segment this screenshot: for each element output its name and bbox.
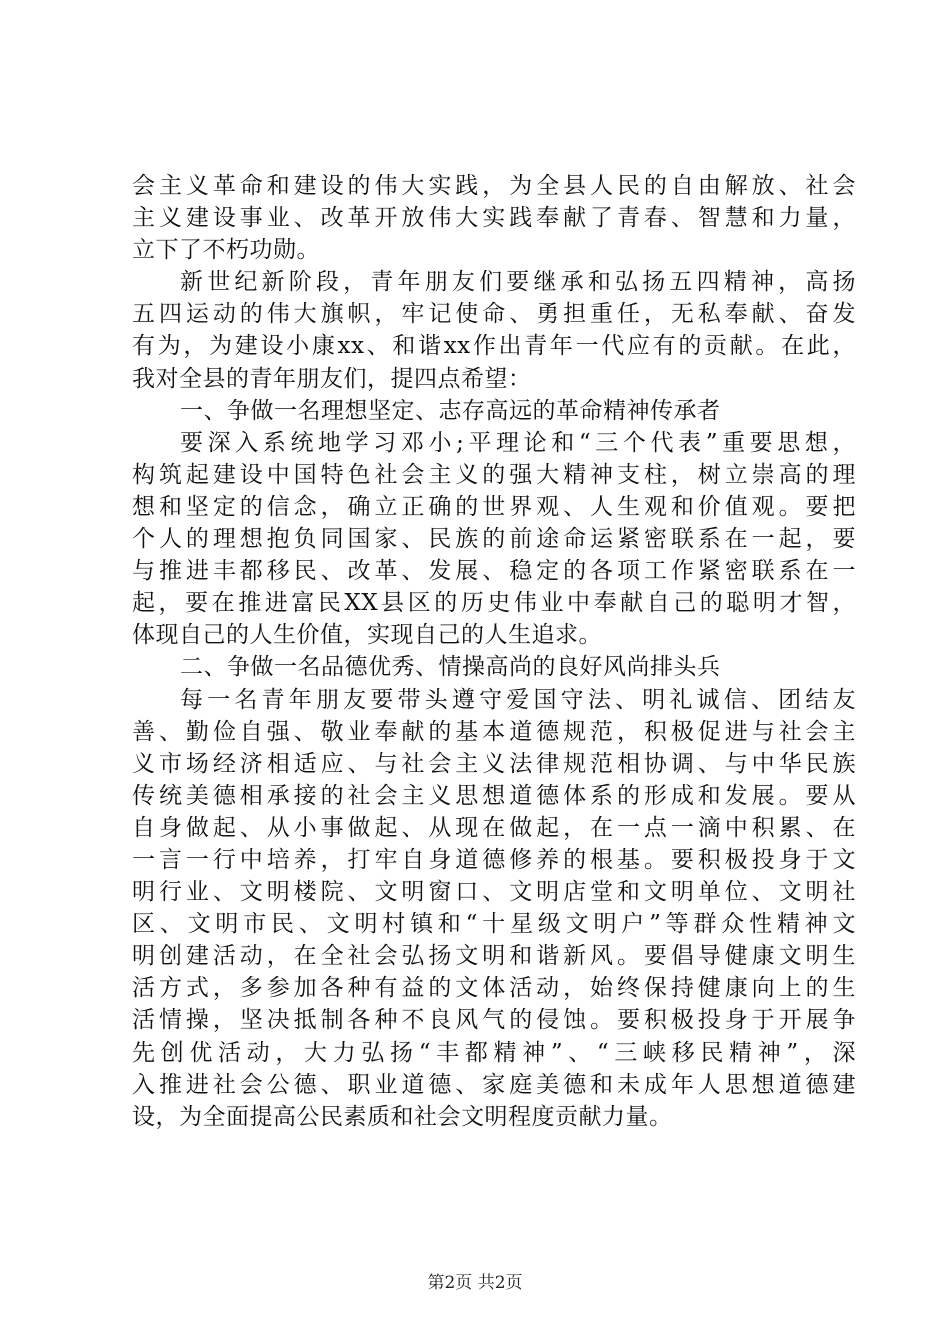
text-line: 构筑起建设中国特色社会主义的强大精神支柱，树立崇高的理 — [132, 461, 856, 488]
text-line: 主义建设事业、改革开放伟大实践奉献了青春、智慧和力量， — [132, 205, 856, 232]
section-heading-1: 一、争做一名理想坚定、志存高远的革命精神传承者 — [180, 397, 721, 424]
text-line: 设，为全面提高公民素质和社会文明程度贡献力量。 — [132, 1103, 673, 1130]
text-line: 个人的理想抱负同国家、民族的前途命运紧密联系在一起，要 — [132, 526, 856, 553]
text-line: 想和坚定的信念，确立正确的世界观、人生观和价值观。要把 — [132, 493, 856, 520]
text-line: 会主义革命和建设的伟大实践，为全县人民的自由解放、社会 — [132, 173, 856, 199]
text-line: 有为，为建设小康xx、和谐xx作出青年一代应有的贡献。在此， — [132, 333, 856, 360]
text-line: 自身做起、从小事做起、从现在做起，在一点一滴中积累、在 — [132, 814, 856, 841]
page-number-label: 第2页 共2页 — [427, 1273, 523, 1293]
text-line: 先创优活动，大力弘扬“丰都精神”、“三峡移民精神”，深 — [132, 1039, 856, 1066]
text-line: 传统美德相承接的社会主义思想道德体系的形成和发展。要从 — [132, 782, 856, 809]
page-footer — [0, 1272, 950, 1294]
text-line: 善、勤俭自强、敬业奉献的基本道德规范，积极促进与社会主 — [132, 718, 856, 745]
text-line: 区、文明市民、文明村镇和“十星级文明户”等群众性精神文 — [132, 911, 856, 938]
text-line: 入推进社会公德、职业道德、家庭美德和未成年人思想道德建 — [132, 1071, 856, 1098]
text-line: 五四运动的伟大旗帜，牢记使命、勇担重任，无私奉献、奋发 — [132, 301, 856, 328]
text-line: 立下了不朽功勋。 — [132, 237, 320, 264]
text-line: 活方式，多参加各种有益的文体活动，始终保持健康向上的生 — [132, 975, 856, 1002]
section-heading-2: 二、争做一名品德优秀、情操高尚的良好风尚排头兵 — [180, 654, 721, 681]
text-line: 起，要在推进富民XX县区的历史伟业中奉献自己的聪明才智， — [132, 590, 856, 617]
text-line: 一言一行中培养，打牢自身道德修养的根基。要积极投身于文 — [132, 846, 856, 873]
document-body — [132, 170, 856, 1133]
text-line: 体现自己的人生价值，实现自己的人生追求。 — [132, 622, 602, 649]
paragraph-first-line: 每一名青年朋友要带头遵守爱国守法、明礼诚信、团结友 — [180, 686, 856, 713]
paragraph-first-line: 要深入系统地学习邓小;平理论和“三个代表”重要思想， — [180, 429, 856, 456]
text-line: 义市场经济相适应、与社会主义法律规范相协调、与中华民族 — [132, 750, 856, 777]
text-line: 明行业、文明楼院、文明窗口、文明店堂和文明单位、文明社 — [132, 879, 856, 906]
text-line: 我对全县的青年朋友们，提四点希望： — [132, 365, 532, 392]
text-line: 活情操，坚决抵制各种不良风气的侵蚀。要积极投身于开展争 — [132, 1007, 856, 1034]
text-line: 与推进丰都移民、改革、发展、稳定的各项工作紧密联系在一 — [132, 558, 856, 585]
text-line: 明创建活动，在全社会弘扬文明和谐新风。要倡导健康文明生 — [132, 943, 856, 970]
paragraph-first-line: 新世纪新阶段，青年朋友们要继承和弘扬五四精神，高扬 — [180, 269, 856, 296]
